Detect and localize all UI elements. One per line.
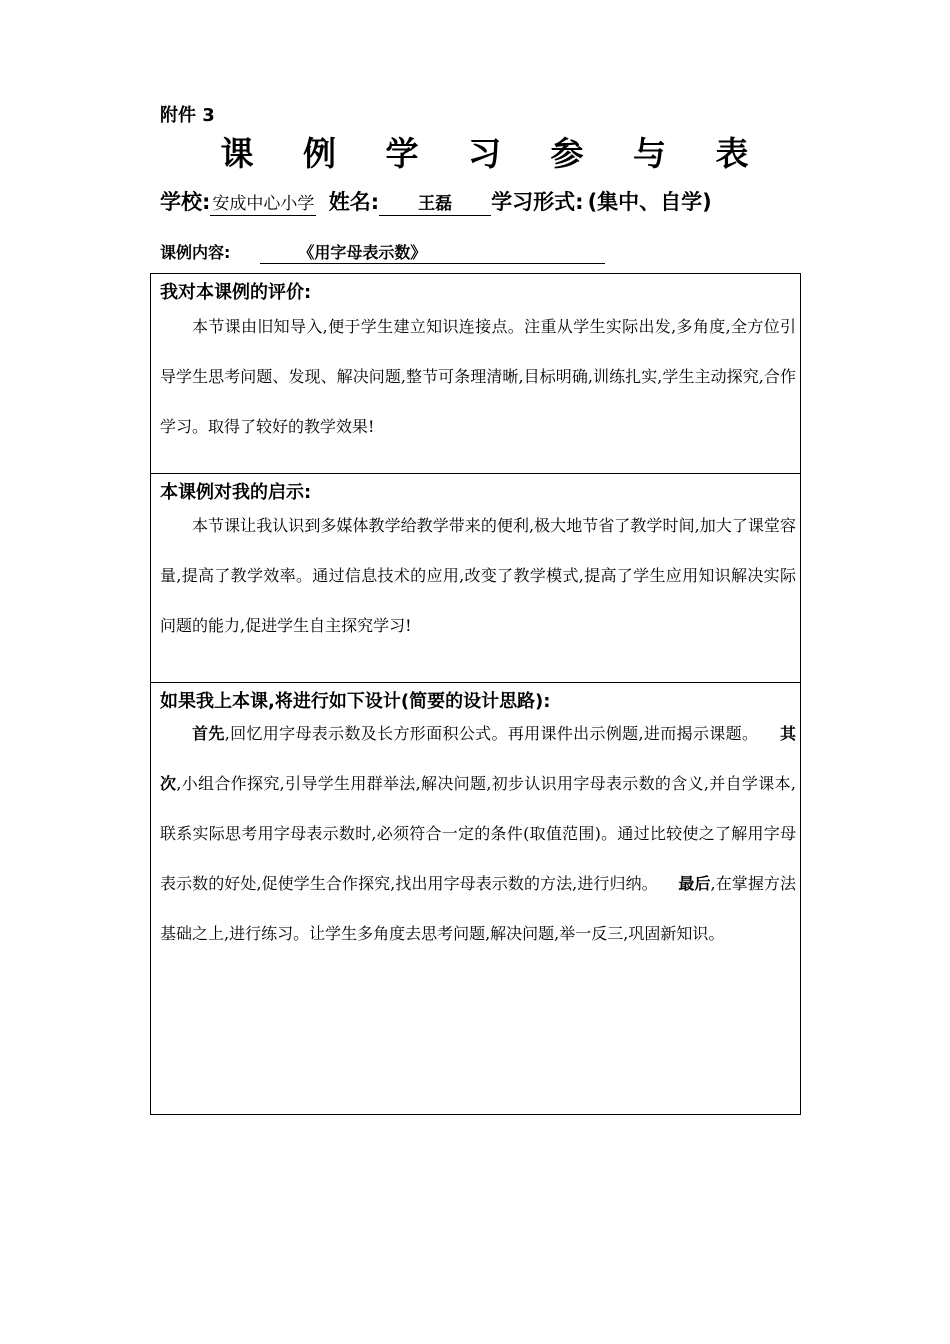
name-label: 姓名:: [328, 190, 380, 214]
study-form-label: 学习形式:: [491, 190, 584, 214]
school-field[interactable]: 安成中心小学: [212, 194, 315, 214]
design-last-text: ,在掌握方法基础之上,进行练习。让学生多角度去思考问题,解决问题,举一反三,巩固新知识。: [160, 874, 797, 943]
inspiration-section: [151, 473, 800, 682]
lesson-content-field[interactable]: 《用字母表示数》: [260, 240, 605, 264]
evaluation-body[interactable]: 本节课由旧知导入,便于学生建立知识连接点。注重从学生实际出发,多角度,全方位引导学生思考问题、发现、解决问题,整节可条理清晰,目标明确,训练扎实,学生主动探究,合作学习。取得了较好的教学效果!: [160, 317, 796, 436]
design-section: [151, 682, 800, 1114]
design-second-text: ,小组合作探究,引导学生用群举法,解决问题,初步认识用字母表示数的含义,并自学课本,联系实际思考用字母表示数时,必须符合一定的条件(取值范围)。通过比较使之了解用字母表示数的好处,促使学生合作探究,找出用字母表示数的方法,进行归纳。: [160, 774, 796, 893]
page-title: 课 例 学 习 参 与 表: [220, 134, 768, 173]
evaluation-heading: 我对本课例的评价:: [160, 282, 312, 303]
lesson-content-line: [160, 240, 605, 264]
name-field[interactable]: 王磊: [379, 193, 491, 216]
evaluation-section: [151, 274, 800, 473]
design-body[interactable]: [160, 709, 796, 959]
design-first-label: 首先: [192, 724, 225, 743]
attachment-label: 附件 3: [160, 105, 215, 126]
design-second-label: 其次: [160, 724, 796, 793]
info-line: [160, 186, 712, 216]
evaluation-table: [150, 273, 801, 1115]
study-form-value: (集中、自学): [587, 190, 712, 214]
design-heading: 如果我上本课,将进行如下设计(简要的设计思路):: [160, 691, 551, 712]
inspiration-body[interactable]: 本节课让我认识到多媒体教学给教学带来的便利,极大地节省了教学时间,加大了课堂容量,提高了教学效率。通过信息技术的应用,改变了教学模式,提高了学生应用知识解决实际问题的能力,促进学生自主探究学习!: [160, 516, 796, 635]
design-last-label: 最后: [678, 874, 711, 893]
inspiration-heading: 本课例对我的启示:: [160, 482, 312, 503]
design-first-text: ,回忆用字母表示数及长方形面积公式。再用课件出示例题,进而揭示课题。: [224, 724, 759, 743]
lesson-content-label: 课例内容:: [160, 243, 231, 262]
school-label: 学校:: [160, 190, 211, 214]
